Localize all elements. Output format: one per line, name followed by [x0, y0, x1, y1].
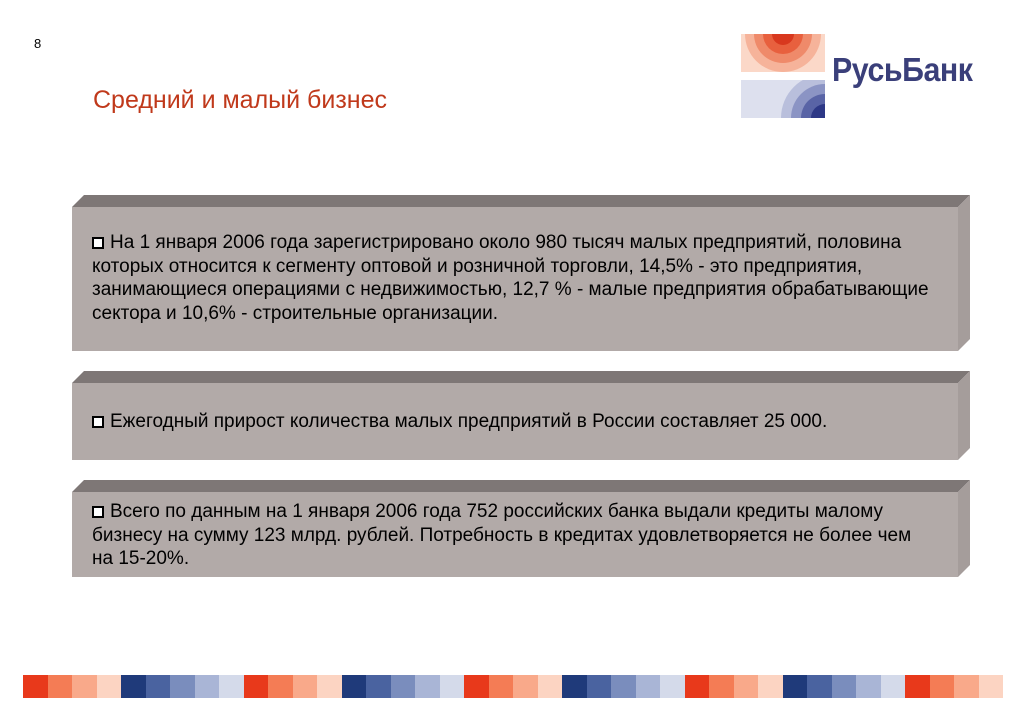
strip-block	[758, 675, 783, 698]
strip-block	[121, 675, 146, 698]
strip-block	[954, 675, 979, 698]
strip-block	[685, 675, 710, 698]
strip-block	[268, 675, 293, 698]
strip-block	[881, 675, 906, 698]
strip-block	[391, 675, 416, 698]
strip-block	[979, 675, 1004, 698]
rusbank-emblem-icon	[741, 34, 825, 118]
strip-block	[856, 675, 881, 698]
strip-block	[783, 675, 808, 698]
strip-block	[709, 675, 734, 698]
strip-block	[807, 675, 832, 698]
strip-block	[48, 675, 73, 698]
strip-block	[611, 675, 636, 698]
strip-block	[342, 675, 367, 698]
strip-block	[195, 675, 220, 698]
slide-title: Средний и малый бизнес	[93, 86, 388, 114]
strip-block	[513, 675, 538, 698]
strip-block	[72, 675, 97, 698]
rusbank-logo	[741, 34, 991, 118]
strip-block	[660, 675, 685, 698]
checkbox-bullet-icon	[92, 416, 104, 428]
strip-block	[562, 675, 587, 698]
strip-block	[366, 675, 391, 698]
strip-block	[587, 675, 612, 698]
decorative-color-strip	[23, 675, 1003, 698]
strip-block	[905, 675, 930, 698]
strip-block	[464, 675, 489, 698]
strip-block	[489, 675, 514, 698]
strip-block	[293, 675, 318, 698]
strip-block	[219, 675, 244, 698]
strip-block	[636, 675, 661, 698]
page-number: 8	[34, 36, 42, 51]
strip-block	[244, 675, 269, 698]
strip-block	[23, 675, 48, 698]
info-panel-2	[72, 371, 970, 460]
strip-block	[734, 675, 759, 698]
strip-block	[440, 675, 465, 698]
strip-block	[317, 675, 342, 698]
panel-text-2: Ежегодный прирост количества малых предприятий в России составляет 25 000.	[92, 410, 930, 434]
info-panel-1	[72, 195, 970, 351]
panel-text-1: На 1 января 2006 года зарегистрировано около 980 тысяч малых предприятий, половина которых относится к сегменту оптовой и розничной торговли, 14,5% - это предприятия, занимающиеся операциями с недвижимостью, 12,7 % - малые предприятия обрабатывающие сектора и 10,6% - строительные организации.	[92, 232, 929, 324]
strip-block	[415, 675, 440, 698]
brand-name: РусьБанк	[832, 51, 973, 88]
strip-block	[146, 675, 171, 698]
checkbox-bullet-icon	[92, 237, 104, 249]
strip-block	[170, 675, 195, 698]
info-panel-3	[72, 480, 970, 577]
checkbox-bullet-icon	[92, 506, 104, 518]
panel-text-3: Всего по данным на 1 января 2006 года 752 российских банка выдали кредиты малому бизнесу на сумму 123 млрд. рублей. Потребность в кредитах удовлетворяется не более чем на 15-20%.	[92, 501, 912, 569]
strip-block	[832, 675, 857, 698]
strip-block	[930, 675, 955, 698]
strip-block	[97, 675, 122, 698]
strip-block	[538, 675, 563, 698]
